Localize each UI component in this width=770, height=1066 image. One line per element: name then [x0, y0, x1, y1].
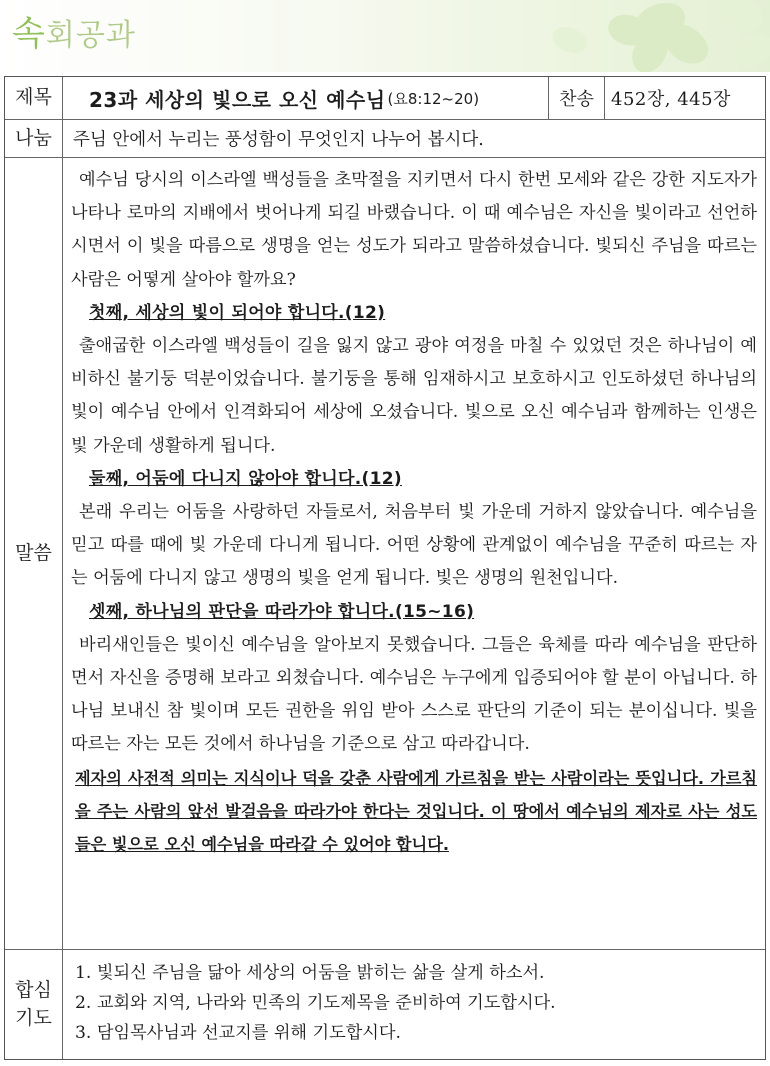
intro-paragraph: 예수님 당시의 이스라엘 백성들을 초막절을 지키면서 다시 한번 모세와 같은 강한 지도자가 나타나 로마의 지배에서 벗어나게 되길 바랬습니다. 이 때 예수님은 자신을 빛이라고 선언하시면서 이 빛을 따름으로 생명을 얻는 성도가 되라고 말씀하셨습니다. 빛되신 주님을 따르는 사람은 어떻게 살아야 할까요? [71, 170, 757, 290]
lesson-title: 23과 세상의 빛으로 오신 예수님 [89, 87, 386, 112]
hymn-numbers: 452장, 445장 [611, 89, 731, 110]
point-2-paragraph: 본래 우리는 어둠을 사랑하던 자들로서, 처음부터 빛 가운데 거하지 않았습니다. 예수님을 믿고 따를 때에 빛 가운데 다니게 됩니다. 어떤 상황에 관계없이 예수님을 꾸준히 따르는 자는 어둠에 다니지 않고 생명의 빛을 얻게 됩니다. 빛은 생명의 원천입니다. [71, 502, 757, 589]
clover-leaf-icon [510, 0, 770, 72]
brand-first-char: 속 [12, 14, 46, 54]
prayer-label [5, 950, 63, 1059]
title-label: 제목 [5, 77, 63, 119]
title-row [5, 77, 765, 120]
hymn-label: 찬송 [549, 77, 605, 119]
prayer-item: 2. 교회와 지역, 나라와 민족의 기도제목을 준비하여 기도합시다. [75, 993, 556, 1013]
sermon-body [63, 164, 765, 949]
point-1-heading: 첫째, 세상의 빛이 되어야 합니다.(12) [89, 302, 386, 323]
conclusion-paragraph: 제자의 사전적 의미는 지식이나 덕을 갖춘 사람에게 가르침을 받는 사람이라는 뜻입니다. 가르침을 주는 사람의 앞선 발걸음을 따라가야 한다는 것입니다. 이 땅에서 예수님의 제자로 사는 성도들은 빛으로 오신 예수님을 따라갈 수 있어야 합니다. [75, 768, 757, 855]
share-label: 나눔 [5, 120, 63, 157]
prayer-list [63, 950, 765, 1059]
word-row [5, 158, 765, 950]
prayer-row [5, 950, 765, 1059]
word-label: 말씀 [5, 158, 63, 949]
point-3-heading: 셋째, 하나님의 판단을 따라가야 합니다.(15~16) [89, 601, 475, 622]
point-2-heading: 둘째, 어둠에 다니지 않아야 합니다.(12) [89, 468, 402, 489]
page-header [0, 0, 770, 72]
scripture-reference: (요8:12~20) [387, 89, 480, 108]
prayer-label-line-1: 합심 [15, 978, 52, 1001]
lesson-title-cell [63, 77, 549, 119]
share-row [5, 120, 765, 158]
point-1-paragraph: 출애굽한 이스라엘 백성들이 길을 잃지 않고 광야 여정을 마칠 수 있었던 것은 하나님이 예비하신 불기둥 덕분이었습니다. 불기둥을 통해 임재하시고 보호하시고 인도하셨던 하나님의 빛이 예수님 안에서 인격화되어 세상에 오셨습니다. 빛으로 오신 예수님과 함께하는 인생은 빛 가운데 생활하게 됩니다. [71, 336, 757, 456]
prayer-item: 1. 빛되신 주님을 닮아 세상의 어둠을 밝히는 삶을 살게 하소서. [75, 963, 545, 983]
brand-rest: 회공과 [45, 18, 136, 53]
prayer-item: 3. 담임목사님과 선교지를 위해 기도합시다. [75, 1023, 401, 1043]
point-3-paragraph: 바리새인들은 빛이신 예수님을 알아보지 못했습니다. 그들은 육체를 따라 예수님을 판단하면서 자신을 증명해 보라고 외쳤습니다. 예수님은 누구에게 입증되어야 할 분이 아닙니다. 하나님 보내신 참 빛이며 모든 권한을 위임 받아 스스로 판단의 기준이 되는 분이십니다. 빛을 따르는 자는 모든 것에서 하나님을 기준으로 삼고 따라갑니다. [71, 634, 757, 755]
share-question: 주님 안에서 누리는 풍성함이 무엇인지 나누어 봅시다. [73, 130, 484, 150]
lesson-table [4, 76, 766, 1060]
brand-title [12, 6, 136, 55]
prayer-label-line-2: 기도 [15, 1006, 52, 1029]
